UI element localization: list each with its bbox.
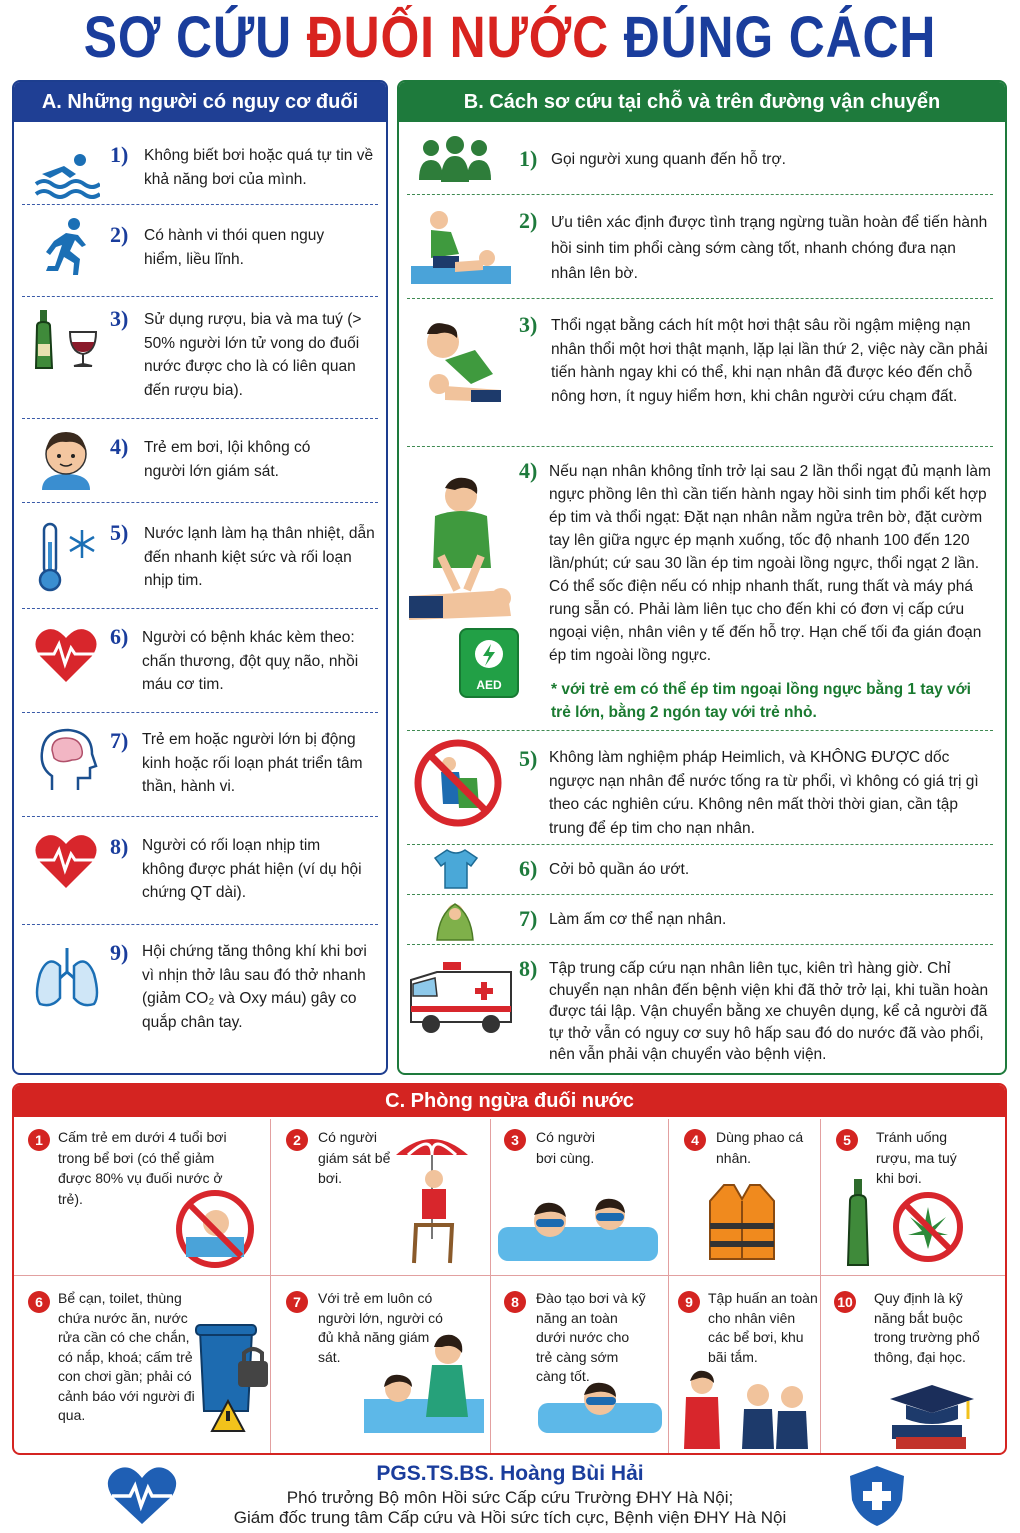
- risk-item-text: Có hành vi thói quen nguy hiểm, liều lĩnh.: [144, 227, 325, 268]
- prevention-item-text: Bể cạn, toilet, thùng chứa nước ăn, nước rửa cần có che chắn, có nắp, khoá; cấm trẻ con chơi gần; phải có cảnh báo với người đi qua.: [58, 1290, 195, 1423]
- item-number: 2): [519, 208, 538, 233]
- staff-training-icon: [674, 1367, 814, 1454]
- heart-pulse-icon: [34, 626, 98, 689]
- rescue-icon: [411, 206, 511, 291]
- number-badge: 8: [504, 1291, 526, 1313]
- no-drugs-icon: [846, 1177, 966, 1272]
- prevention-item-text: Tránh uống rượu, ma tuý khi bơi.: [876, 1129, 957, 1186]
- item-number: 8): [519, 956, 538, 981]
- item-number: 8): [110, 834, 129, 859]
- title-part-2: ĐUỐI NƯỚC: [306, 5, 609, 70]
- item-number: 2): [110, 222, 129, 247]
- prevention-item-text: Tập huấn an toàn cho nhân viên các bể bơi, khu bãi tắm.: [708, 1290, 818, 1365]
- number-badge: 3: [504, 1129, 526, 1151]
- item-number: 5): [519, 746, 538, 771]
- first-aid-item-text: Cởi bỏ quần áo ướt.: [549, 861, 690, 878]
- section-c-prevention: [12, 1083, 1007, 1455]
- lungs-icon: [32, 944, 102, 1015]
- item-number: 7): [519, 906, 538, 931]
- author-position-2: Giám đốc trung tâm Cấp cứu và Hồi sức tích cực, Bệnh viện ĐHY Hà Nội: [233, 1508, 787, 1527]
- number-badge: 4: [684, 1129, 706, 1151]
- rescue-breath-icon: [411, 320, 511, 421]
- title-part-1: SƠ CỨU: [83, 5, 307, 70]
- page-title: [71, 4, 948, 71]
- first-aid-item-text: Thổi ngạt bằng cách hít một hơi thật sâu rồi ngậm miệng nạn nhân thổi một hơi thật mạnh, lặp lại lần thứ 2, việc này cần phải tiến hành ngay khi có thể, khi nạn nhân đã được kéo đến chỗ nông hơn, ít nguy hiểm hơn, khi chân người cứu chạm đất.: [551, 317, 988, 405]
- ambulance-icon: [407, 960, 515, 1045]
- risk-item-text: Nước lạnh làm hạ thân nhiệt, dẫn đến nhanh kiệt sức và rối loạn nhịp tim.: [144, 525, 375, 589]
- child-swimmer-icon: [538, 1377, 662, 1438]
- number-badge: 5: [836, 1129, 858, 1151]
- risk-item-text: Trẻ em bơi, lội không có người lớn giám sát.: [144, 439, 311, 480]
- group-people-icon: [417, 136, 493, 191]
- first-aid-item-text: Không làm nghiệm pháp Heimlich, và KHÔNG ĐƯỢC dốc ngược nạn nhân để nước tống ra từ phổi, vì không có giá trị gì theo các nghiên cứu. Không nên mất thời thời gian, cần tập trung để ép tim cho nạn nhân.: [549, 749, 979, 837]
- item-number: 3): [519, 312, 538, 337]
- prohibited-heimlich-icon: [413, 738, 503, 833]
- item-number: 7): [110, 728, 129, 753]
- locked-bin-warning-icon: [194, 1321, 274, 1438]
- number-badge: 10: [834, 1291, 856, 1313]
- swimming-kids-icon: [498, 1183, 658, 1268]
- thermometer-snowflake-icon: [36, 522, 100, 597]
- title-part-3: ĐÚNG CÁCH: [608, 5, 937, 70]
- section-a-risk-groups: [12, 80, 388, 1075]
- risk-item-text: Hội chứng tăng thông khí khi bơi vì nhịn thở lâu sau đó thở nhanh (giảm CO₂ và Oxy máu) gây co quắp chân tay.: [142, 943, 367, 1031]
- blanket-icon: [433, 900, 477, 947]
- first-aid-item-text: Ưu tiên xác định được tình trạng ngừng tuần hoàn để tiến hành hồi sinh tim phổi càng sớm càng tốt, nhanh chóng đưa nạn nhân lên bờ.: [551, 214, 988, 282]
- prevention-item-text: Có người bơi cùng.: [536, 1129, 596, 1166]
- aed-label: AED: [476, 678, 502, 692]
- cpr-icon: [407, 476, 517, 627]
- tshirt-icon: [433, 848, 479, 895]
- lifeguard-icon: [392, 1129, 472, 1274]
- risk-item-text: Người có bệnh khác kèm theo: chấn thương, đột quỵ não, nhồi máu cơ tim.: [142, 629, 359, 693]
- risk-item-text: Không biết bơi hoặc quá tự tin về khả năng bơi của mình.: [144, 147, 374, 188]
- heart-pulse-icon: [34, 832, 98, 895]
- first-aid-item-text: Gọi người xung quanh đến hỗ trợ.: [551, 151, 786, 168]
- number-badge: 7: [286, 1291, 308, 1313]
- section-b-header: B. Cách sơ cứu tại chỗ và trên đường vận chuyển: [399, 82, 1005, 122]
- first-aid-item-text: Tập trung cấp cứu nạn nhân liên tục, kiên trì hàng giờ. Chỉ chuyển nạn nhân đến bệnh viện khi đã thở trở lại, khi tuần hoàn được tái lập. Vận chuyển bằng xe chuyên dụng, kể cả người đã tự thở vẫn có nguy cơ suy hô hấp sau đó do nước đã vào phổi, nên vẫn phải vận chuyển vào bệnh viện.: [549, 960, 989, 1063]
- no-baby-swimming-icon: [174, 1189, 256, 1274]
- prevention-item-text: Với trẻ em luôn có người lớn, người có đủ khả năng giám sát.: [318, 1290, 443, 1365]
- swimmer-icon: [34, 152, 100, 207]
- section-a-header: A. Những người có nguy cơ đuối nước:: [14, 82, 386, 122]
- number-badge: 9: [678, 1291, 700, 1313]
- life-vest-icon: [704, 1181, 780, 1268]
- prevention-item-text: Dùng phao cá nhân.: [716, 1129, 804, 1166]
- prevention-item-text: Có người giám sát bể bơi.: [318, 1129, 391, 1186]
- prevention-item-text: Đào tạo bơi và kỹ năng an toàn dưới nước cho trẻ càng sớm càng tốt.: [536, 1290, 646, 1384]
- brain-head-icon: [36, 726, 100, 797]
- alcohol-icon: [32, 308, 104, 375]
- item-number: 4): [110, 434, 129, 459]
- graduation-cap-icon: [882, 1381, 978, 1455]
- item-number: 6): [519, 856, 538, 881]
- item-number: 5): [110, 520, 129, 545]
- first-aid-item-text: Nếu nạn nhân không tỉnh trở lại sau 2 lần thổi ngạt đủ mạnh làm ngực phồng lên thì cần tiến hành ngay hồi sinh tim phổi kết hợp ép tim và thổi ngạt: Đặt nạn nhân nằm ngửa trên bờ, đặt cườm tay lên giữa ngực ép mạnh xuống, tốc độ nhanh 100 đến 120 lần/phút; cứ sau 30 lần ép tim ngoài lồng ngực, thổi ngạt 2 lần. Có thể sốc điện nếu có nhịp nhanh thất, rung thất và máy phá rung sẵn có. Phải làm liên tục cho đến khi có đơn vị cấp cứu ngoại viện, nhân viên y tế đến hỗ trợ. Hạn chế tối đa gián đoạn ép tim ngoài lồng ngực.: [549, 463, 991, 664]
- number-badge: 6: [28, 1291, 50, 1313]
- section-b-first-aid: [397, 80, 1007, 1075]
- author-name: PGS.TS.BS. Hoàng Bùi Hải: [376, 1462, 644, 1485]
- item-number: 1): [110, 142, 129, 167]
- item-number: 6): [110, 624, 129, 649]
- running-person-icon: [42, 217, 92, 282]
- child-icon: [36, 424, 96, 497]
- prevention-item-text: Cấm trẻ em dưới 4 tuổi bơi trong bể bơi (có thể giảm được 80% vụ đuối nước ở trẻ).: [58, 1129, 227, 1207]
- prevention-item-text: Quy định là kỹ năng bắt buộc trong trường phổ thông, đại học.: [874, 1290, 980, 1365]
- risk-item-text: Trẻ em hoặc người lớn bị động kinh hoặc rối loạn phát triển tâm thần, hành vi.: [142, 731, 363, 795]
- risk-item-text: Người có rối loạn nhịp tim không được phát hiện (ví dụ hội chứng QT dài).: [142, 837, 362, 901]
- item-number: 9): [110, 940, 129, 965]
- item-number: 3): [110, 306, 129, 331]
- risk-item-text: Sử dụng rượu, bia và ma tuý (> 50% người lớn tử vong do đuối nước được cho là có liên quan đến rượu bia).: [144, 311, 362, 399]
- section-c-header: C. Phòng ngừa đuối nước: [14, 1085, 1005, 1117]
- number-badge: 1: [28, 1129, 50, 1151]
- first-aid-item-text: Làm ấm cơ thể nạn nhân.: [549, 911, 727, 928]
- aed-icon: [459, 628, 519, 698]
- item-number: 4): [519, 458, 538, 483]
- author-position-1: Phó trưởng Bộ môn Hồi sức Cấp cứu Trường ĐHY Hà Nội;: [286, 1488, 734, 1507]
- number-badge: 2: [286, 1129, 308, 1151]
- adult-supervision-icon: [364, 1333, 484, 1438]
- children-cpr-note: * với trẻ em có thể ép tim ngoại lồng ngực bằng 1 tay với trẻ lớn, bằng 2 ngón tay với trẻ nhỏ.: [551, 681, 971, 721]
- item-number: 1): [519, 146, 538, 171]
